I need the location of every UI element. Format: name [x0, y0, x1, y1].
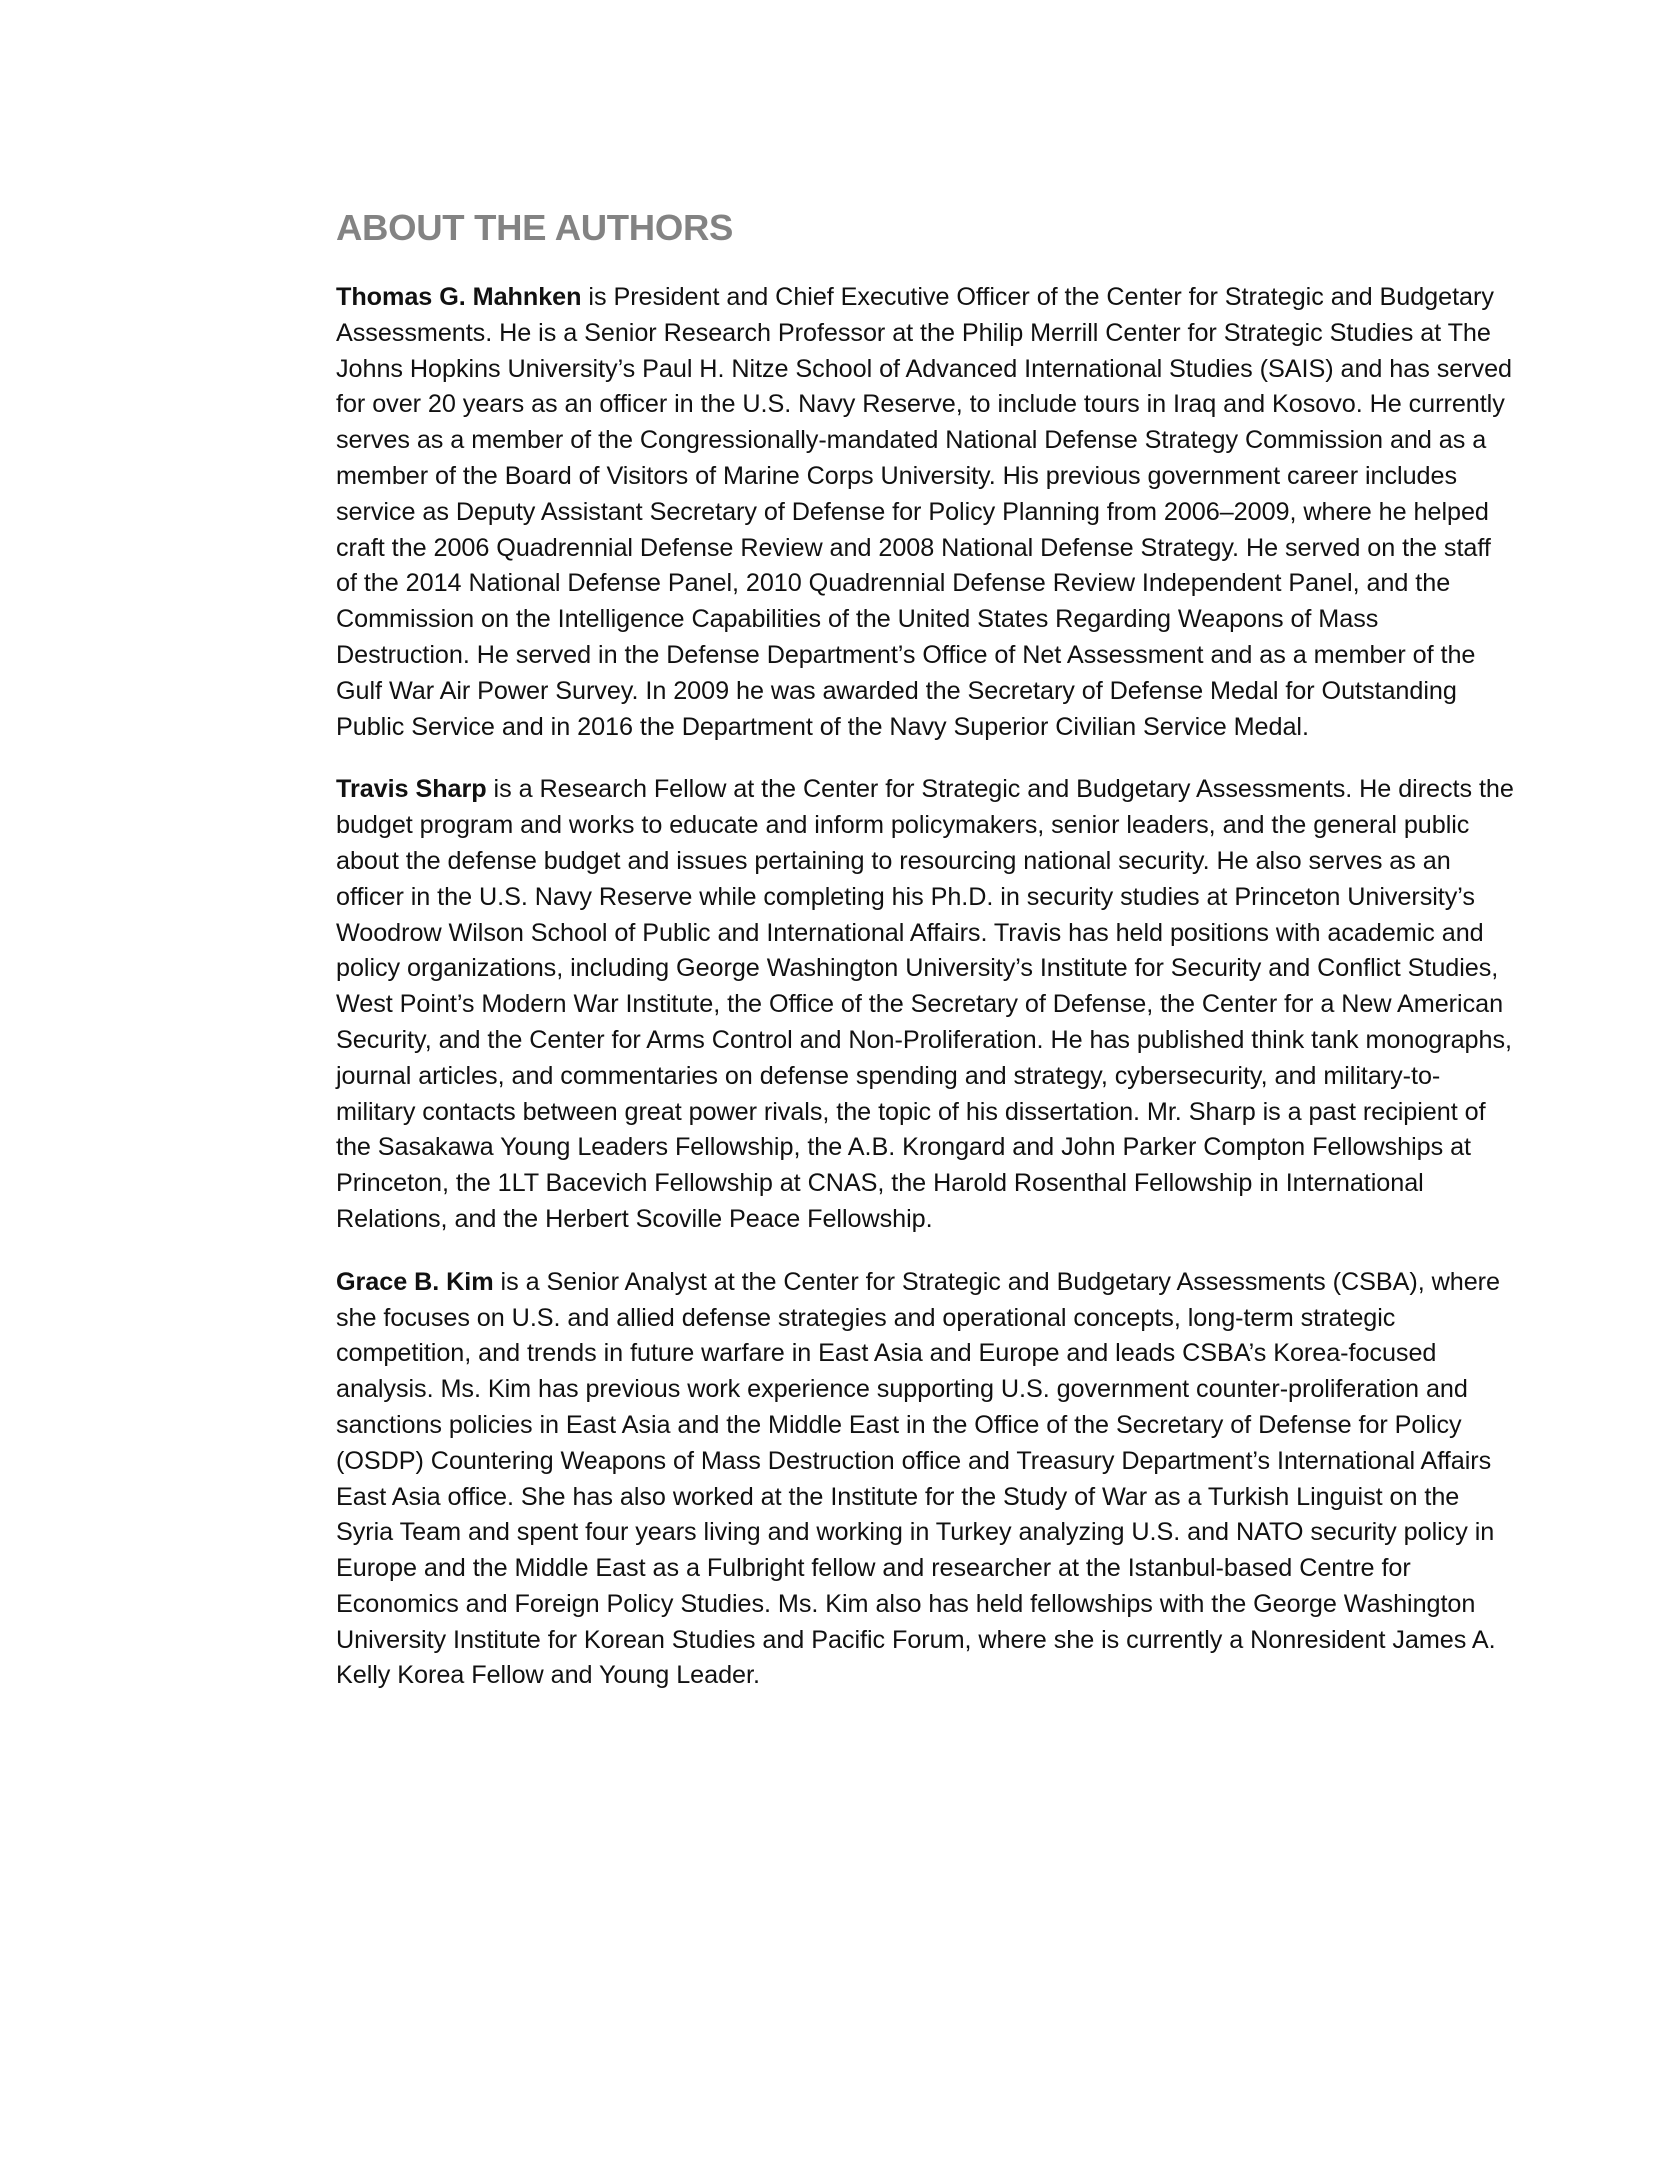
author-name-sharp: Travis Sharp [336, 775, 487, 804]
author-name-mahnken: Thomas G. Mahnken [336, 283, 582, 311]
author-bio-sharp [336, 772, 1516, 1237]
author-bio-text-mahnken: is President and Chief Executive Officer of the Center for Strategic and Budgetary Assessments. He is a Senior Research Professor at the Philip Merrill Center for Strategic Studies at The Johns Hopkins University’s Paul H. Nitze School of Advanced International Studies (SAIS) and has served for over 20 years as an officer in the U.S. Navy Reserve, to include tours in Iraq and Kosovo. He currently serves as a member of the Congressionally-mandated National Defense Strategy Commission and as a member of the Board of Visitors of Marine Corps University. His previous government career includes service as Deputy Assistant Secretary of Defense for Policy Planning from 2006–2009, where he helped craft the 2006 Quadrennial Defense Review and 2008 National Defense Strategy. He served on the staff of the 2014 National Defense Panel, 2010 Quadrennial Defense Review Independent Panel, and the Commission on the Intelligence Capabilities of the United States Regarding Weapons of Mass Destruction. He served in the Defense Department’s Office of Net Assessment and as a member of the Gulf War Air Power Survey. In 2009 he was awarded the Secretary of Defense Medal for Outstanding Public Service and in 2016 the Department of the Navy Superior Civilian Service Medal. [336, 283, 1513, 741]
about-the-authors-page [336, 206, 1516, 1721]
author-bio-text-kim: is a Senior Analyst at the Center for Strategic and Budgetary Assessments (CSBA), where she focuses on U.S. and allied defense strategies and operational concepts, long-term strategic competition, and trends in future warfare in East Asia and Europe and leads CSBA’s Korea-focused analysis. Ms. Kim has previous work experience supporting U.S. government counter-proliferation and sanctions policies in East Asia and the Middle East in the Office of the Secretary of Defense for Policy (OSDP) Countering Weapons of Mass Destruction office and Treasury Department’s International Affairs East Asia office. She has also worked at the Institute for the Study of War as a Turkish Linguist on the Syria Team and spent four years living and working in Turkey analyzing U.S. and NATO security policy in Europe and the Middle East as a Fulbright fellow and researcher at the Istanbul-based Centre for Economics and Foreign Policy Studies. Ms. Kim also has held fellowships with the George Washington University Institute for Korean Studies and Pacific Forum, where she is currently a Nonresident James A. Kelly Korea Fellow and Young Leader. [336, 1267, 1500, 1690]
section-title: ABOUT THE AUTHORS [336, 207, 734, 248]
author-bio-kim [336, 1265, 1516, 1695]
author-bio-text-sharp: is a Research Fellow at the Center for Strategic and Budgetary Assessments. He directs the budget program and works to educate and inform policymakers, senior leaders, and the general public about the defense budget and issues pertaining to resourcing national security. He also serves as an officer in the U.S. Navy Reserve while completing his Ph.D. in security studies at Princeton University’s Woodrow Wilson School of Public and International Affairs. Travis has held positions with academic and policy organizations, including George Washington University’s Institute for Security and Conflict Studies, West Point’s Modern War Institute, the Office of the Secretary of Defense, the Center for a New American Security, and the Center for Arms Control and Non-Proliferation. He has published think tank monographs, journal articles, and commentaries on defense spending and strategy, cybersecurity, and military-to-military contacts between great power rivals, the topic of his dissertation. Mr. Sharp is a past recipient of the Sasakawa Young Leaders Fellowship, the A.B. Krongard and John Parker Compton Fellowships at Princeton, the 1LT Bacevich Fellowship at CNAS, the Harold Rosenthal Fellowship in International Relations, and the Herbert Scoville Peace Fellowship. [336, 775, 1514, 1233]
author-name-kim: Grace B. Kim [336, 1267, 494, 1296]
author-bio-mahnken [336, 280, 1516, 745]
